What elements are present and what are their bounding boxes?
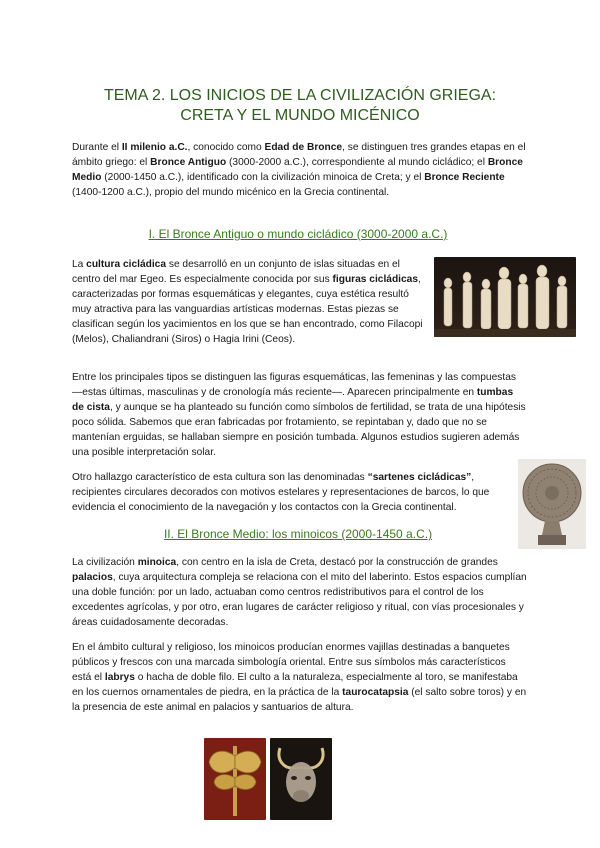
bull-rhyton-image [270, 738, 332, 820]
labrys-image [204, 738, 266, 820]
section-2-heading: II. El Bronce Medio: los minoicos (2000-1450 a.C.) [163, 527, 433, 541]
section-2-paragraph-1: La civilización minoica, con centro en la isla de Creta, destacó por la construcción de grandes palacios, cuya arquitectura compleja se relaciona con el mito del laberinto. Estos espacios cumplían una doble función: por un lado, actuaban como centros redistributivos para el control de los excedentes agrícolas, y por otro, eran lugares de carácter religioso y ritual, con vías procesionales y áreas cuidadosamente decoradas. [72, 557, 527, 628]
document-title [60, 86, 540, 126]
section-1-heading: I. El Bronce Antiguo o mundo cicládico (3000-2000 a.C.) [148, 227, 448, 241]
title-line-1: TEMA 2. LOS INICIOS DE LA CIVILIZACIÓN GRIEGA: [103, 87, 497, 104]
intro-paragraph: Durante el II milenio a.C., conocido como Edad de Bronce, se distinguen tres grandes etapas en el ámbito griego: el Bronce Antiguo (3000-2000 a.C.), correspondiente al mundo cicládico; el Bronce Medio (2000-1450 a.C.), identificado con la civilización minoica de Creta; y el Bronce Reciente (1400-1200 a.C.), propio del mundo micénico en la Grecia continental. [72, 142, 526, 198]
section-1-paragraph-1: La cultura cicládica se desarrolló en un conjunto de islas situadas en el centro del mar Egeo. Es especialmente conocida por sus figuras cicládicas, caracterizadas por formas esquemáticas y elegantes, cuya estética resultó muy atractiva para las vanguardias artísticas modernas. Estas piezas se clasifican según los yacimientos en los que se han encontrado, como Filacopi (Melos), Chaliandrani (Siros) o Hagia Irini (Ceos). [72, 259, 423, 345]
section-1-paragraph-2: Entre los principales tipos se distinguen las figuras esquemáticas, las femeninas y las compuestas —estas últimas, masculinas y de cronología más reciente—. Aparecen principalmente en tumbas de cista, y aunque se ha planteado su función como símbolos de fertilidad, se trata de una hipótesis poco sólida. Sabemos que eran fabricadas por frotamiento, se repintaban y, dado que no se mantenían erguidas, se hallaban siempre en posición tumbada. Algunos estudios sugieren además una posible interpretación solar. [72, 372, 526, 458]
title-line-2: CRETA Y EL MUNDO MICÉNICO [180, 107, 420, 124]
section-2-paragraph-2: En el ámbito cultural y religioso, los minoicos producían enormes vajillas destinadas a banquetes públicos y frescos con una marcada simbología oriental. Entre sus símbolos más característicos está el labrys o hacha de doble filo. El culto a la naturaleza, especialmente al toro, se manifestaba en los cuernos ornamentales de piedra, en la práctica de la taurocatapsia (el salto sobre toros) y en la presencia de este animal en palacios y santuarios de altura. [72, 642, 527, 713]
cycladic-frying-pan-image [518, 459, 586, 549]
cycladic-figures-image [434, 257, 576, 337]
section-1-paragraph-3: Otro hallazgo característico de esta cultura son las denominadas “sartenes cicládicas”, recipientes circulares decorados con motivos estelares y representaciones de barcos, lo que evidencia el conocimiento de la navegación y los contactos con la Grecia continental. [72, 472, 490, 513]
